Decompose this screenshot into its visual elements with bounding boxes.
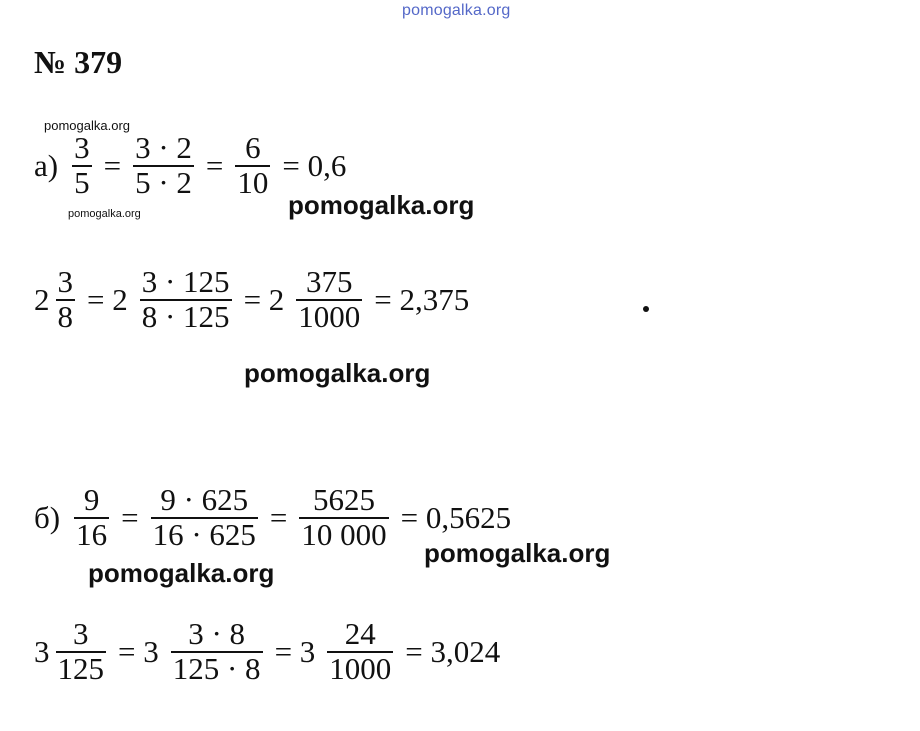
denominator: 10 000 xyxy=(301,516,387,552)
fraction xyxy=(74,484,109,552)
fraction xyxy=(171,618,263,686)
fraction xyxy=(151,484,258,552)
equals-sign: = xyxy=(269,499,288,535)
equals-sign: = xyxy=(103,147,122,183)
numerator: 6 xyxy=(245,130,261,165)
watermark-large: pomogalka.org xyxy=(244,358,431,388)
fraction xyxy=(56,266,76,334)
fraction xyxy=(72,132,92,200)
watermark-small: pomogalka.org xyxy=(44,118,130,133)
fraction xyxy=(296,266,362,334)
denominator: 8 · 125 xyxy=(141,298,230,334)
watermark-small: pomogalka.org xyxy=(68,208,141,220)
denominator: 5 · 2 xyxy=(135,164,192,200)
numerator: 3 xyxy=(73,616,89,651)
equals-whole: = 3 xyxy=(274,633,316,669)
fraction xyxy=(140,266,232,334)
numerator: 5625 xyxy=(313,482,376,517)
numerator: 9 xyxy=(83,482,100,517)
denominator: 1000 xyxy=(329,650,392,686)
watermark-large: pomogalka.org xyxy=(88,558,275,588)
denominator: 16 xyxy=(76,516,108,552)
result: = 3,024 xyxy=(405,633,501,669)
denominator: 8 xyxy=(57,298,73,334)
denominator: 1000 xyxy=(298,298,361,334)
result: = 0,5625 xyxy=(400,499,512,535)
denominator: 125 xyxy=(57,650,104,686)
result: = 0,6 xyxy=(282,147,347,183)
equals-whole: = 3 xyxy=(118,633,159,669)
part-label: а) xyxy=(34,147,59,183)
fraction xyxy=(56,618,107,686)
watermark-top: pomogalka.org xyxy=(402,2,511,19)
stray-dot xyxy=(643,306,649,312)
equals-whole: = 2 xyxy=(87,281,128,317)
denominator: 16 · 625 xyxy=(152,516,256,552)
numerator: 3 xyxy=(57,264,73,299)
whole-part: 3 xyxy=(34,633,50,669)
watermark-large: pomogalka.org xyxy=(288,190,475,220)
fraction xyxy=(327,618,393,686)
denominator: 125 · 8 xyxy=(172,650,261,686)
fraction xyxy=(133,132,194,200)
fraction xyxy=(235,132,270,200)
numerator: 3 · 8 xyxy=(188,616,246,651)
numerator: 375 xyxy=(306,264,353,299)
equation-b-2 xyxy=(34,618,508,686)
equation-a-2 xyxy=(34,266,477,334)
equals-sign: = xyxy=(205,147,224,183)
numerator: 9 · 625 xyxy=(160,482,249,517)
problem-number: № 379 xyxy=(34,44,123,80)
denominator: 10 xyxy=(237,164,269,200)
denominator: 5 xyxy=(74,164,90,200)
numerator: 3 · 2 xyxy=(135,130,192,165)
numerator: 3 xyxy=(74,130,90,165)
whole-part: 2 xyxy=(34,281,50,317)
numerator: 3 · 125 xyxy=(141,264,230,299)
equals-whole: = 2 xyxy=(243,281,285,317)
part-label: б) xyxy=(34,499,61,535)
result: = 2,375 xyxy=(374,281,470,317)
watermark-large: pomogalka.org xyxy=(424,538,611,568)
equals-sign: = xyxy=(121,499,139,535)
numerator: 24 xyxy=(344,616,376,651)
fraction xyxy=(299,484,388,552)
